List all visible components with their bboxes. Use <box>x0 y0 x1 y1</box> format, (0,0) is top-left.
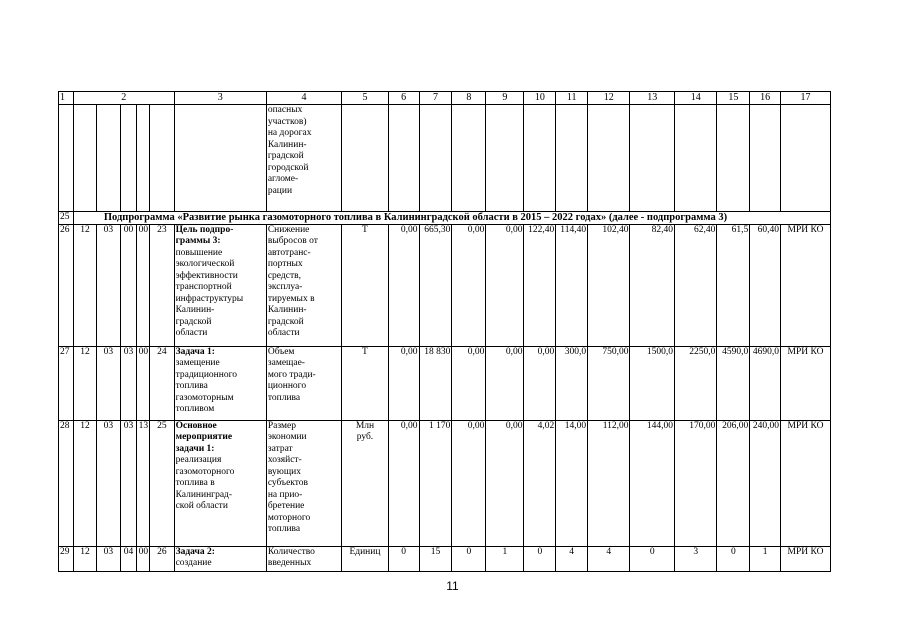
value-cell: 0,00 <box>486 224 524 346</box>
code-cell: 03 <box>97 546 120 571</box>
code-cell: 04 <box>120 546 137 571</box>
goal-heading: Основное мероприятие задачи 1: <box>175 420 233 454</box>
header-cell: 16 <box>750 92 781 105</box>
value-cell: 0,00 <box>524 346 556 420</box>
value-cell: 4590,0 <box>717 346 750 420</box>
code-cell: 00 <box>120 224 137 346</box>
value-cell: 2250,0 <box>675 346 717 420</box>
table-row <box>59 546 831 571</box>
row-number: 25 <box>59 212 74 225</box>
header-cell: 9 <box>486 92 524 105</box>
goal-text: создание <box>175 558 212 568</box>
row-number: 26 <box>59 224 74 346</box>
table-row <box>59 420 831 546</box>
responsible-cell: МРИ КО <box>781 346 831 420</box>
value-cell: 300,0 <box>556 346 588 420</box>
code-cell: 03 <box>97 224 120 346</box>
value-cell: 0,00 <box>388 346 419 420</box>
table-row <box>59 224 831 346</box>
indicator-cell: Снижение выбросов от автотранс- портных средств, эксплуа- тируемых в Калинин- градской области <box>266 224 341 346</box>
code-cell: 12 <box>73 346 96 420</box>
value-cell: 0,00 <box>452 420 486 546</box>
code-cell: 12 <box>73 546 96 571</box>
code-cell: 12 <box>73 224 96 346</box>
value-cell: 144,00 <box>630 420 675 546</box>
unit-cell: Единиц <box>342 546 389 571</box>
value-cell: 14,00 <box>556 420 588 546</box>
row-number: 29 <box>59 546 74 571</box>
indicator-cell: опасных участков) на дорогах Калинин- градской городской агломе- рации <box>266 105 341 212</box>
value-cell: 0,00 <box>388 224 419 346</box>
value-cell: 0 <box>452 546 486 571</box>
goal-cell <box>174 546 266 571</box>
header-cell: 17 <box>781 92 831 105</box>
row-number: 27 <box>59 346 74 420</box>
header-cell: 15 <box>717 92 750 105</box>
header-cell: 3 <box>174 92 266 105</box>
value-cell: 0,00 <box>452 224 486 346</box>
value-cell: 0,00 <box>486 346 524 420</box>
header-cell: 7 <box>419 92 452 105</box>
value-cell: 112,00 <box>588 420 630 546</box>
subprogram-row <box>59 212 831 225</box>
header-cell: 8 <box>452 92 486 105</box>
value-cell: 114,40 <box>556 224 588 346</box>
indicator-cell: Размер экономии затрат хозяйст- вующих субъектов на прио- бретение моторного топлива <box>266 420 341 546</box>
subprogram-title: Подпрограмма «Развитие рынка газомоторного топлива в Калининградской области в 2015 – 2022 годах» (далее - подпрограмма 3) <box>73 212 830 225</box>
code-cell: 13 <box>137 420 150 546</box>
indicators-table <box>58 91 831 572</box>
value-cell: 0 <box>388 546 419 571</box>
value-cell: 60,40 <box>750 224 781 346</box>
code-cell: 00 <box>137 346 150 420</box>
goal-text: повышение экологической эффективности транспортной инфраструктуры Калинин- градской области <box>175 247 244 338</box>
goal-text: замещение традиционного топлива газомоторным топливом <box>175 358 237 414</box>
value-cell: 4 <box>588 546 630 571</box>
value-cell: 665,30 <box>419 224 452 346</box>
row-number: 28 <box>59 420 74 546</box>
value-cell: 1 <box>486 546 524 571</box>
value-cell: 15 <box>419 546 452 571</box>
header-cell: 6 <box>388 92 419 105</box>
value-cell: 62,40 <box>675 224 717 346</box>
value-cell: 122,40 <box>524 224 556 346</box>
value-cell: 4 <box>556 546 588 571</box>
indicator-cell: Количество введенных <box>266 546 341 571</box>
value-cell: 170,00 <box>675 420 717 546</box>
goal-heading: Задача 1: <box>175 346 215 357</box>
unit-cell: Т <box>342 346 389 420</box>
value-cell: 0,00 <box>388 420 419 546</box>
header-cell: 10 <box>524 92 556 105</box>
goal-heading: Цель подпро- граммы 3: <box>175 224 234 246</box>
responsible-cell: МРИ КО <box>781 420 831 546</box>
value-cell: 4,02 <box>524 420 556 546</box>
header-cell: 12 <box>588 92 630 105</box>
unit-cell: Т <box>342 224 389 346</box>
value-cell: 82,40 <box>630 224 675 346</box>
page-number: 11 <box>446 579 459 593</box>
header-cell: 1 <box>59 92 74 105</box>
goal-cell <box>174 346 266 420</box>
value-cell: 0 <box>630 546 675 571</box>
value-cell: 0,00 <box>486 420 524 546</box>
header-cell: 4 <box>266 92 341 105</box>
goal-cell <box>174 420 266 546</box>
value-cell: 1 170 <box>419 420 452 546</box>
value-cell: 0 <box>524 546 556 571</box>
responsible-cell: МРИ КО <box>781 224 831 346</box>
goal-text: реализация газомоторного топлива в Калининград- ской области <box>175 455 235 511</box>
header-cell: 13 <box>630 92 675 105</box>
code-cell: 03 <box>120 420 137 546</box>
value-cell: 61,5 <box>717 224 750 346</box>
code-cell: 23 <box>150 224 174 346</box>
value-cell: 3 <box>675 546 717 571</box>
code-cell: 00 <box>137 224 150 346</box>
header-cell: 2 <box>73 92 174 105</box>
value-cell: 1500,0 <box>630 346 675 420</box>
column-numbers-row <box>59 92 831 105</box>
value-cell: 0,00 <box>452 346 486 420</box>
value-cell: 102,40 <box>588 224 630 346</box>
code-cell: 00 <box>137 546 150 571</box>
header-cell: 14 <box>675 92 717 105</box>
header-cell: 11 <box>556 92 588 105</box>
value-cell: 0 <box>717 546 750 571</box>
value-cell: 4690,0 <box>750 346 781 420</box>
indicator-cell: Объем замещае- мого тради- ционного топлива <box>266 346 341 420</box>
code-cell: 25 <box>150 420 174 546</box>
responsible-cell: МРИ КО <box>781 546 831 571</box>
goal-heading: Задача 2: <box>175 546 215 557</box>
value-cell: 240,00 <box>750 420 781 546</box>
code-cell: 24 <box>150 346 174 420</box>
code-cell: 12 <box>73 420 96 546</box>
unit-cell: Млн руб. <box>342 420 389 546</box>
continuation-row <box>59 105 831 212</box>
code-cell: 03 <box>97 346 120 420</box>
value-cell: 18 830 <box>419 346 452 420</box>
value-cell: 206,00 <box>717 420 750 546</box>
value-cell: 1 <box>750 546 781 571</box>
table-row <box>59 346 831 420</box>
code-cell: 03 <box>120 346 137 420</box>
goal-cell <box>174 224 266 346</box>
value-cell: 750,00 <box>588 346 630 420</box>
code-cell: 03 <box>97 420 120 546</box>
code-cell: 26 <box>150 546 174 571</box>
header-cell: 5 <box>342 92 389 105</box>
